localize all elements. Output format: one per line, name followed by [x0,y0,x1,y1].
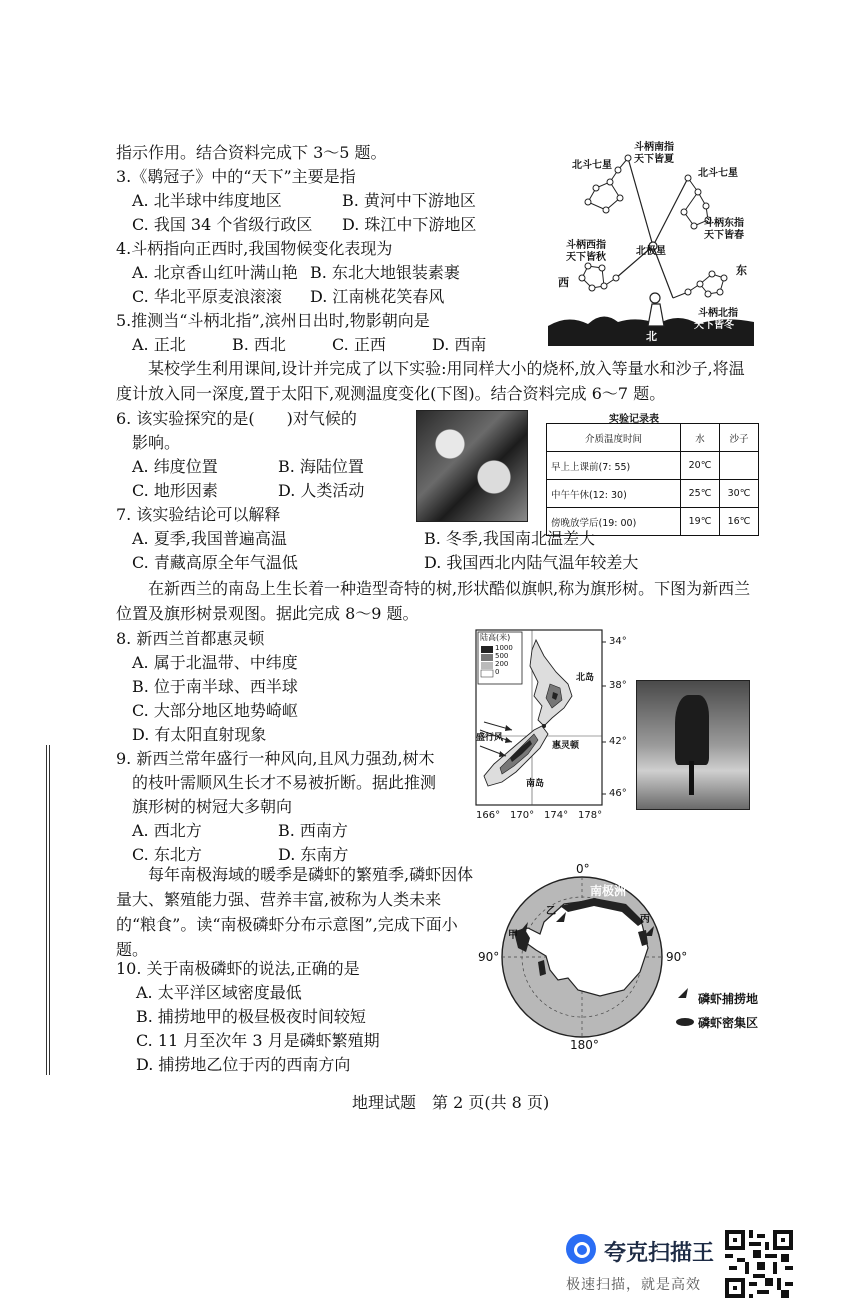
q4-stem: 4.斗柄指向正西时,我国物候变化表现为 [116,239,393,258]
antarctic-map [474,862,764,1052]
brand-name: 夸克扫描王 [604,1241,715,1266]
q4-option-c: C. 华北平原麦浪滚滚 [132,287,282,306]
q8-option-d: D. 有太阳直射现象 [132,725,267,744]
q9-option-c: C. 东北方 [132,845,202,864]
label-south-island: 南岛 [526,779,545,789]
q9-option-d: D. 东南方 [278,845,349,864]
row-time: 傍晚放学后(19: 00) [547,508,681,536]
label-antarctica: 南极洲 [590,884,627,898]
brand-slogan: 极速扫描，就是高效 [566,1277,701,1293]
row-water: 19℃ [681,508,720,536]
experiment-table [546,423,759,536]
legend-title: 陆高(米) [480,633,511,642]
label-north-island: 北岛 [576,673,595,683]
q10-option-b: B. 捕捞地甲的极昼极夜时间较短 [136,1007,366,1026]
page-footer: 地理试题 第 2 页(共 8 页) [352,1093,550,1112]
q9-stem-1: 9. 新西兰常年盛行一种风向,且风力强劲,树木 [116,749,435,768]
intro-line: 指示作用。结合资料完成下 3～5 题。 [116,143,387,162]
q8-option-c: C. 大部分地区地势崎岖 [132,701,298,720]
label-south-1: 斗柄南指 [634,142,674,153]
label-wellington: 惠灵顿 [552,741,580,751]
q6-option-b: B. 海陆位置 [278,457,364,476]
q7-option-a: A. 夏季,我国普遍高温 [132,529,287,548]
person-head [650,293,660,303]
label-north-1: 斗柄北指 [698,308,738,319]
q7-option-c: C. 青藏高原全年气温低 [132,553,298,572]
pointer-line-up [628,158,653,246]
q6-stem-2: 影响。 [132,433,181,452]
header-sand: 沙子 [720,424,759,452]
qr-code [725,1230,793,1298]
qr-code-svg [725,1230,793,1298]
legend-fishing: 磷虾捕捞地 [698,992,759,1006]
row-sand: 30℃ [720,480,759,508]
table-row [547,480,759,508]
lat-42: 42° [609,736,627,747]
legend-500: 500 [495,652,509,660]
tree-crown [675,695,709,765]
q5-option-d: D. 西南 [432,335,487,354]
table-row [547,452,759,480]
q6-option-a: A. 纬度位置 [132,457,218,476]
row-sand [720,452,759,480]
margin-line [46,745,47,1075]
label-180-deg: 180° [570,1038,599,1052]
experiment-intro: 某校学生利用课间,设计并完成了以下实验:用同样大小的烧杯,放入等量水和沙子,将温度计放入同一深度,置于太阳下,观测温度变化(下图)。结合资料完成 6～7 题。 [116,359,745,403]
q7-option-d: D. 我国西北内陆气温年较差大 [424,553,639,572]
lat-38: 38° [609,680,627,691]
q3-option-b: B. 黄河中下游地区 [342,191,476,210]
q10-stem: 10. 关于南极磷虾的说法,正确的是 [116,959,360,978]
q6-option-d: D. 人类活动 [278,481,365,500]
label-bigdipper-left: 北斗七星 [572,160,612,171]
label-west-2: 天下皆秋 [566,252,606,263]
experiment-photo [416,410,528,522]
q9-stem-3: 旗形树的树冠大多朝向 [132,797,293,816]
q5-option-b: B. 西北 [232,335,286,354]
q5-stem: 5.推测当“斗柄北指”,滨州日出时,物影朝向是 [116,311,430,330]
q8-stem: 8. 新西兰首都惠灵顿 [116,629,265,648]
q4-option-a: A. 北京香山红叶满山艳 [132,263,298,282]
label-west-1: 斗柄西指 [566,240,606,251]
row-sand: 16℃ [720,508,759,536]
q9-stem-2: 的枝叶需顺风生长才不易被折断。据此推测 [132,773,437,792]
label-north-2: 天下皆冬 [694,320,734,331]
lon-178: 178° [578,810,603,821]
label-yi: 乙 [546,906,556,917]
header-water: 水 [681,424,720,452]
nz-map [472,626,632,824]
q9-option-a: A. 西北方 [132,821,202,840]
label-east-2: 天下皆春 [704,230,744,241]
row-water: 25℃ [681,480,720,508]
margin-line [49,745,50,1075]
legend-dense: 磷虾密集区 [698,1016,759,1030]
label-east-1: 斗柄东指 [704,218,744,229]
label-west: 西 [558,276,569,289]
label-90-right: 90° [666,950,688,964]
label-bigdipper-right: 北斗七星 [698,168,738,179]
nz-intro: 在新西兰的南岛上生长着一种造型奇特的树,形状酷似旗帜,称为旗形树。下图为新西兰位置及旗形树景观图。据此完成 8～9 题。 [116,579,751,623]
q10-option-c: C. 11 月至次年 3 月是磷虾繁殖期 [136,1031,380,1050]
lat-34: 34° [609,636,627,647]
label-0-deg: 0° [576,862,590,876]
label-east: 东 [736,264,747,277]
tree-trunk [689,761,694,795]
legend-200: 200 [495,660,509,668]
lon-166: 166° [476,810,501,821]
q10-option-a: A. 太平洋区域密度最低 [136,983,302,1002]
table-title: 实验记录表 [609,414,659,425]
big-dipper-figure [548,138,754,346]
q8-option-b: B. 位于南半球、西半球 [132,677,298,696]
row-water: 20℃ [681,452,720,480]
q6-option-c: C. 地形因素 [132,481,218,500]
q3-option-a: A. 北半球中纬度地区 [132,191,282,210]
lat-46: 46° [609,788,627,799]
q3-option-d: D. 珠江中下游地区 [342,215,477,234]
q3-stem: 3.《鹖冠子》中的“天下”主要是指 [116,167,356,186]
label-north: 北 [646,330,657,343]
q8-option-a: A. 属于北温带、中纬度 [132,653,298,672]
header-time: 介质温度时间 [547,424,681,452]
q5-option-c: C. 正西 [332,335,386,354]
q4-option-b: B. 东北大地银装素裹 [310,263,460,282]
q4-option-d: D. 江南桃花笑春风 [310,287,445,306]
legend-1000: 1000 [495,644,513,652]
lon-174: 174° [544,810,569,821]
label-prevailing-wind: 盛行风 [476,733,504,743]
q10-option-d: D. 捕捞地乙位于丙的西南方向 [136,1055,351,1074]
q3-option-c: C. 我国 34 个省级行政区 [132,215,313,234]
label-south-2: 天下皆夏 [634,154,674,165]
q5-option-a: A. 正北 [132,335,186,354]
label-bing: 丙 [640,914,650,925]
lon-170: 170° [510,810,535,821]
q9-option-b: B. 西南方 [278,821,348,840]
quark-logo-icon [566,1234,596,1264]
row-time: 中午午休(12: 30) [547,480,681,508]
person-body [648,304,664,326]
q7-stem: 7. 该实验结论可以解释 [116,505,281,524]
label-polaris: 北极星 [636,246,666,257]
label-90-left: 90° [478,950,500,964]
row-time: 早上上课前(7: 55) [547,452,681,480]
krill-intro: 每年南极海域的暖季是磷虾的繁殖季,磷虾因体量大、繁殖能力强、营养丰富,被称为人类未来的“粮食”。读“南极磷虾分布示意图”,完成下面小题。 [116,865,474,959]
flag-tree-photo [636,680,750,810]
legend-0: 0 [495,668,500,676]
table-header-row [547,424,759,452]
q7-option-b: B. 冬季,我国南北温差大 [424,529,596,548]
label-jia: 甲 [508,930,518,941]
q6-stem-1: 6. 该实验探究的是( )对气候的 [116,409,357,428]
